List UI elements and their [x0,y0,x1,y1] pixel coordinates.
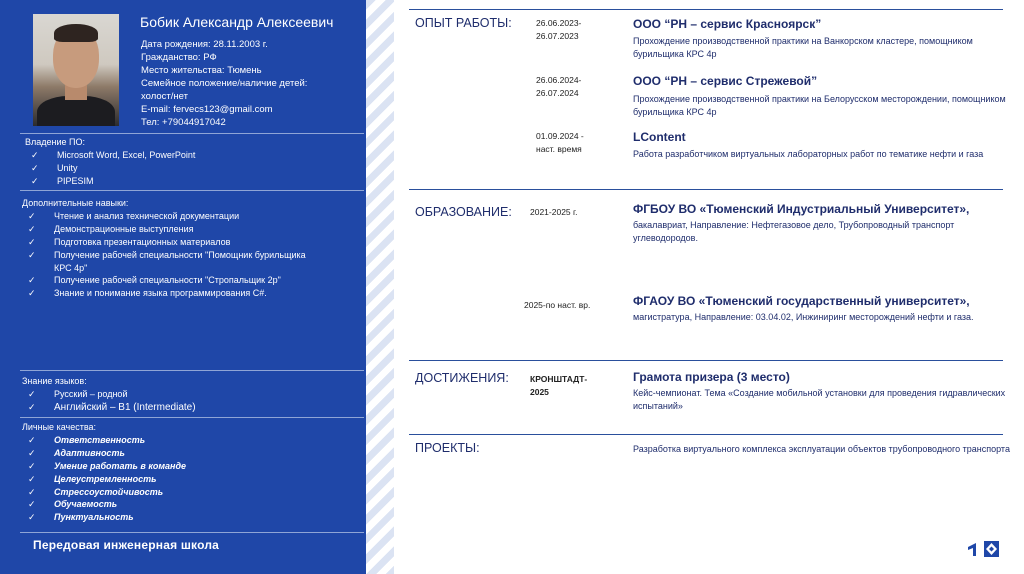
achievement-place: КРОНШТАДТ- 2025 [530,374,588,397]
birth-date: Дата рождения: 28.11.2003 г. [141,39,268,50]
list-item: ✓ PIPESIM [31,175,94,186]
divider [409,189,1003,190]
list-item: ✓ Подготовка презентационных материалов [28,236,231,247]
check-icon: ✓ [28,236,36,247]
check-icon: ✓ [28,210,36,221]
list-item: ✓ Пунктуальность [28,512,134,523]
list-item: ✓ Обучаемость [28,499,118,510]
education-desc: бакалавриат, Направление: Нефтегазовое дело, Трубопроводный транспорт углеводородов. [633,220,955,243]
list-item: ✓ Русский – родной [28,388,128,399]
decorative-stripe [366,0,394,574]
list-item-continuation: КРС 4р" [54,262,88,273]
divider [20,133,364,134]
email: E-mail: fervecs123@gmail.com [141,104,273,115]
citizenship: Гражданство: РФ [141,52,217,63]
divider [20,190,364,191]
projects-heading: ПРОЕКТЫ: [415,441,480,455]
project-desc: Разработка виртуального комплекса эксплуатации объектов трубопроводного транспорта [633,444,1010,454]
experience-title: LContent [633,130,686,144]
list-item: ✓ Microsoft Word, Excel, PowerPoint [31,149,196,160]
phone: Тел: +79044917042 [141,117,226,128]
check-icon: ✓ [28,512,36,523]
skills-section [22,197,306,300]
education-heading: ОБРАЗОВАНИЕ: [415,205,512,219]
qualities-section [22,421,186,524]
check-icon: ✓ [31,175,39,186]
software-section [25,136,195,188]
school-name: Передовая инженерная школа [33,538,220,552]
full-name: Бобик Александр Алексеевич [140,14,334,30]
check-icon: ✓ [28,447,36,458]
check-icon: ✓ [28,499,36,510]
languages-section [22,375,196,415]
list-item: ✓ Unity [31,162,78,173]
profile-panel [0,0,366,574]
list-item: ✓ Английский – B1 (Intermediate) [28,401,196,413]
list-item: ✓ Целеустремленность [28,473,157,484]
languages-title: Знание языков: [22,376,87,386]
school-logo-icon [966,540,1000,558]
check-icon: ✓ [28,486,36,497]
experience-heading: ОПЫТ РАБОТЫ: [415,16,512,30]
achievement-desc: Кейс-чемпионат. Тема «Создание мобильной установки для проведения гидравлических испытаний» [633,388,1006,411]
check-icon: ✓ [28,388,36,399]
list-item: ✓ Стрессоустойчивость [28,486,164,497]
experience-date: 26.06.2024- 26.07.2024 [536,75,582,98]
list-item: ✓ Знание и понимание языка программирования C#. [28,288,267,299]
list-item: ✓ Получение рабочей специальности "Стропальщик 2р" [28,275,281,286]
check-icon: ✓ [28,223,36,234]
divider [409,9,1003,10]
education-date: 2021-2025 г. [530,207,578,217]
check-icon: ✓ [31,162,39,173]
check-icon: ✓ [28,288,36,299]
list-item: ✓ Демонстрационные выступления [28,223,194,234]
divider [409,360,1003,361]
residence: Место жительства: Тюмень [141,65,262,76]
experience-desc: Прохождение производственной практики на Белорусском месторождении, помощником бурильщика КРС 4р [633,94,1006,117]
list-item: ✓ Умение работать в команде [28,460,187,471]
check-icon: ✓ [28,249,36,260]
experience-desc: Прохождение производственной практики на Ванкорском кластере, помощником бурильщика КРС 4р [633,36,973,59]
check-icon: ✓ [28,434,36,445]
education-desc: магистратура, Направление: 03.04.02, Инжиниринг месторождений нефти и газа. [633,312,974,322]
experience-date: 01.09.2024 - наст. время [536,131,584,154]
experience-title: ООО “РН – сервис Красноярск” [633,17,822,31]
profile-photo [33,14,119,126]
experience-desc: Работа разработчиком виртуальных лабораторных работ по тематике нефти и газа [633,149,984,159]
list-item: ✓ Адаптивность [28,447,125,458]
education-date: 2025-по наст. вр. [524,300,591,310]
software-title: Владение ПО: [25,137,85,147]
check-icon: ✓ [31,149,39,160]
achievements-heading: ДОСТИЖЕНИЯ: [415,371,509,385]
list-item: ✓ Чтение и анализ технической документации [28,210,240,221]
divider [409,434,1003,435]
check-icon: ✓ [28,275,36,286]
list-item: ✓ Ответственность [28,434,146,445]
personal-info [141,38,307,129]
education-title: ФГАОУ ВО «Тюменский государственный университет», [633,294,970,308]
family-status-value: холост/нет [141,91,188,102]
qualities-title: Личные качества: [22,422,97,432]
achievement-title: Грамота призера (3 место) [633,370,790,384]
list-item: ✓ Получение рабочей специальности "Помощник бурильщика [28,249,306,260]
divider [20,417,364,418]
divider [20,370,364,371]
education-title: ФГБОУ ВО «Тюменский Индустриальный Университет», [633,202,970,216]
check-icon: ✓ [28,401,36,412]
experience-title: ООО “РН – сервис Стрежевой” [633,74,818,88]
divider [20,532,364,533]
experience-date: 26.06.2023- 26.07.2023 [536,18,582,41]
skills-title: Дополнительные навыки: [22,198,129,208]
family-status-label: Семейное положение/наличие детей: [141,78,308,89]
check-icon: ✓ [28,473,36,484]
check-icon: ✓ [28,460,36,471]
